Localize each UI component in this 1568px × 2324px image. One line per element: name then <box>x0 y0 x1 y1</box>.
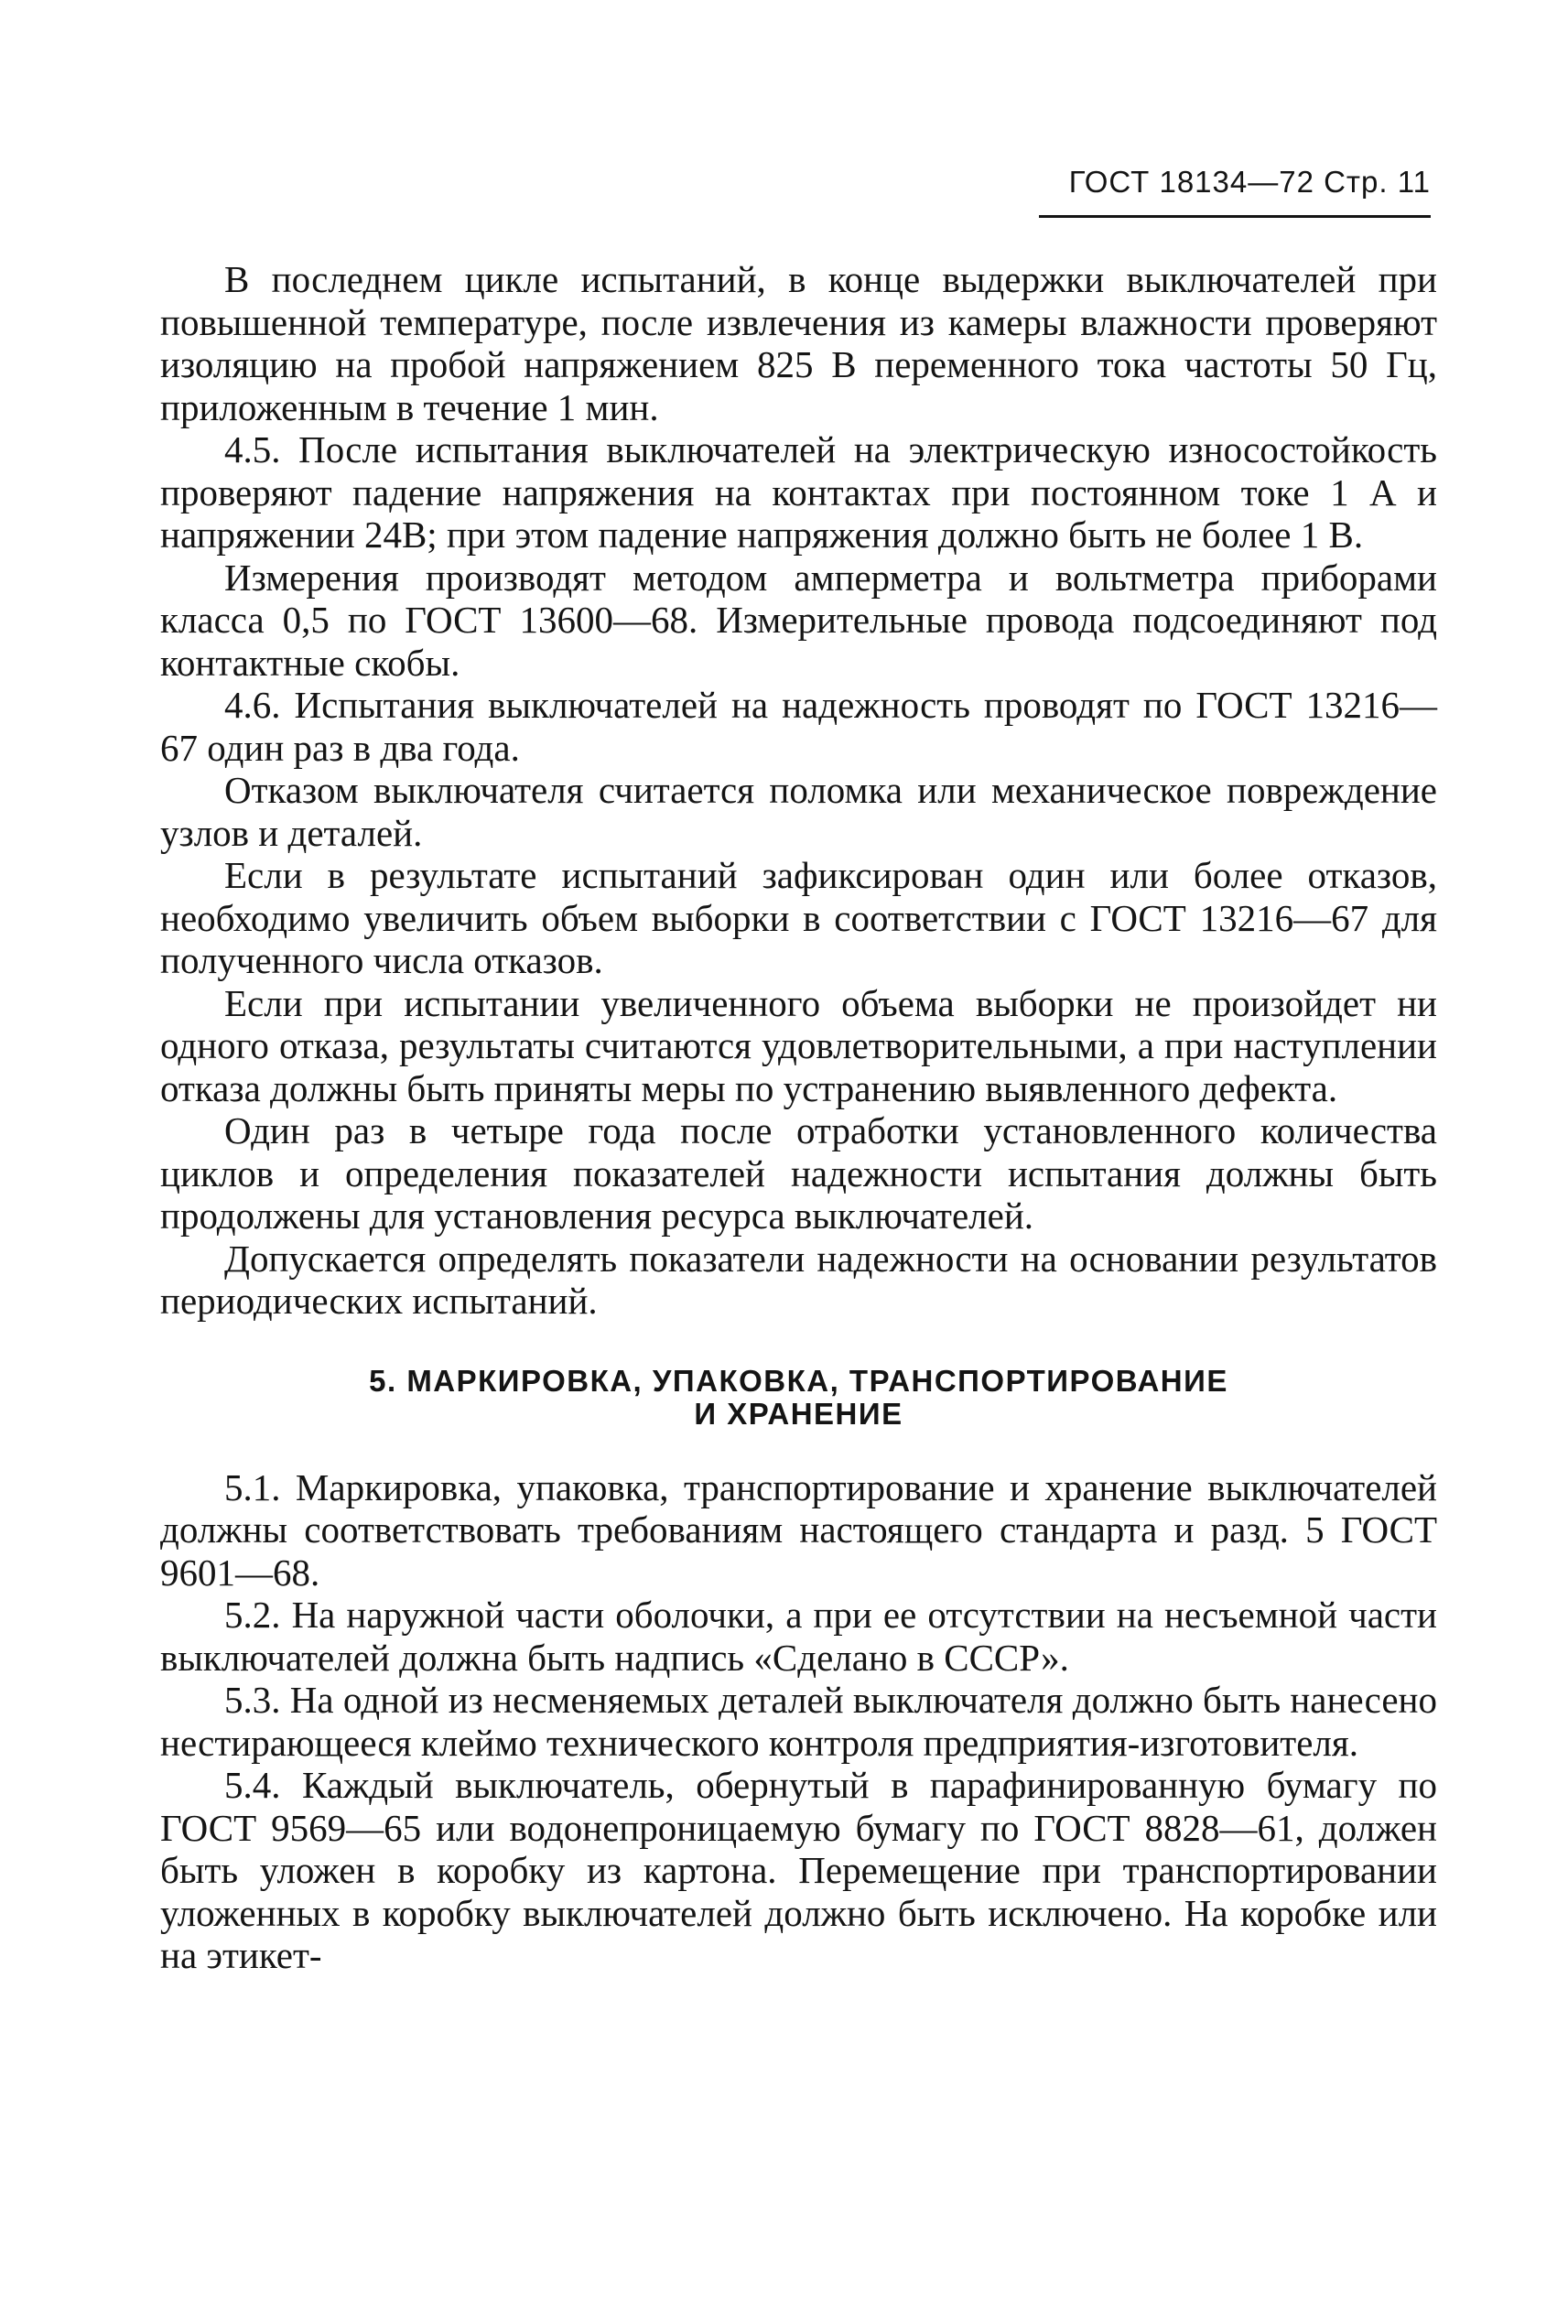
paragraph-5-1: 5.1. Маркировка, упаковка, транспортирование и хранение выключателей должны соответствовать требованиям настоящего стандарта и разд. 5 ГОСТ 9601—68. <box>160 1465 1437 1594</box>
paragraph: Если при испытании увеличенного объема выборки не произойдет ни одного отказа, результаты считаются удовлетворительными, а при наступлении отказа должны быть приняты меры по устранению выявленного дефекта. <box>160 981 1437 1109</box>
section-heading <box>160 1365 1437 1431</box>
paragraph: Отказом выключателя считается поломка или механическое повреждение узлов и деталей. <box>160 769 1437 854</box>
paragraph-4-5: 4.5. После испытания выключателей на электрическую износостойкость проверяют падение напряжения на контактах при постоянном токе 1 А и напряжении 24В; при этом падение напряжения должно быть не более 1 В. <box>160 428 1437 556</box>
page-header: ГОСТ 18134—72 Стр. 11 <box>1068 165 1431 199</box>
paragraph: Один раз в четыре года после отработки установленного количества циклов и определения показателей надежности испытания должны быть продолжены для установления ресурса выключателей. <box>160 1109 1437 1237</box>
paragraph-5-4: 5.4. Каждый выключатель, обернутый в парафинированную бумагу по ГОСТ 9569—65 или водонепроницаемую бумагу по ГОСТ 8828—61, должен быть уложен в коробку из картона. Перемещение при транспортировании уложенных в коробку выключателей должно быть исключено. На коробке или на этикет- <box>160 1764 1437 1976</box>
section-heading-line: И ХРАНЕНИЕ <box>694 1396 903 1431</box>
paragraph: Допускается определять показатели надежности на основании результатов периодических испытаний. <box>160 1237 1437 1322</box>
document-body <box>160 258 1437 1977</box>
paragraph: Если в результате испытаний зафиксирован один или более отказов, необходимо увеличить объем выборки в соответствии с ГОСТ 13216—67 для полученного числа отказов. <box>160 854 1437 981</box>
paragraph: В последнем цикле испытаний, в конце выдержки выключателей при повышенной температуре, после извлечения из камеры влажности проверяют изоляцию на пробой напряжением 825 В переменного тока частоты 50 Гц, приложенным в течение 1 мин. <box>160 258 1437 428</box>
header-rule <box>1039 215 1431 218</box>
paragraph-5-3: 5.3. На одной из несменяемых деталей выключателя должно быть нанесено нестирающееся клеймо технического контроля предприятия-изготовителя. <box>160 1679 1437 1764</box>
paragraph: Измерения производят методом амперметра и вольтметра приборами класса 0,5 по ГОСТ 13600—68. Измерительные провода подсоединяют под контактные скобы. <box>160 556 1437 684</box>
paragraph-4-6: 4.6. Испытания выключателей на надежность проводят по ГОСТ 13216—67 один раз в два года. <box>160 684 1437 769</box>
section-heading-line: 5. МАРКИРОВКА, УПАКОВКА, ТРАНСПОРТИРОВАНИЕ <box>369 1363 1228 1398</box>
paragraph-5-2: 5.2. На наружной части оболочки, а при ее отсутствии на несъемной части выключателей должна быть надпись «Сделано в СССР». <box>160 1594 1437 1679</box>
